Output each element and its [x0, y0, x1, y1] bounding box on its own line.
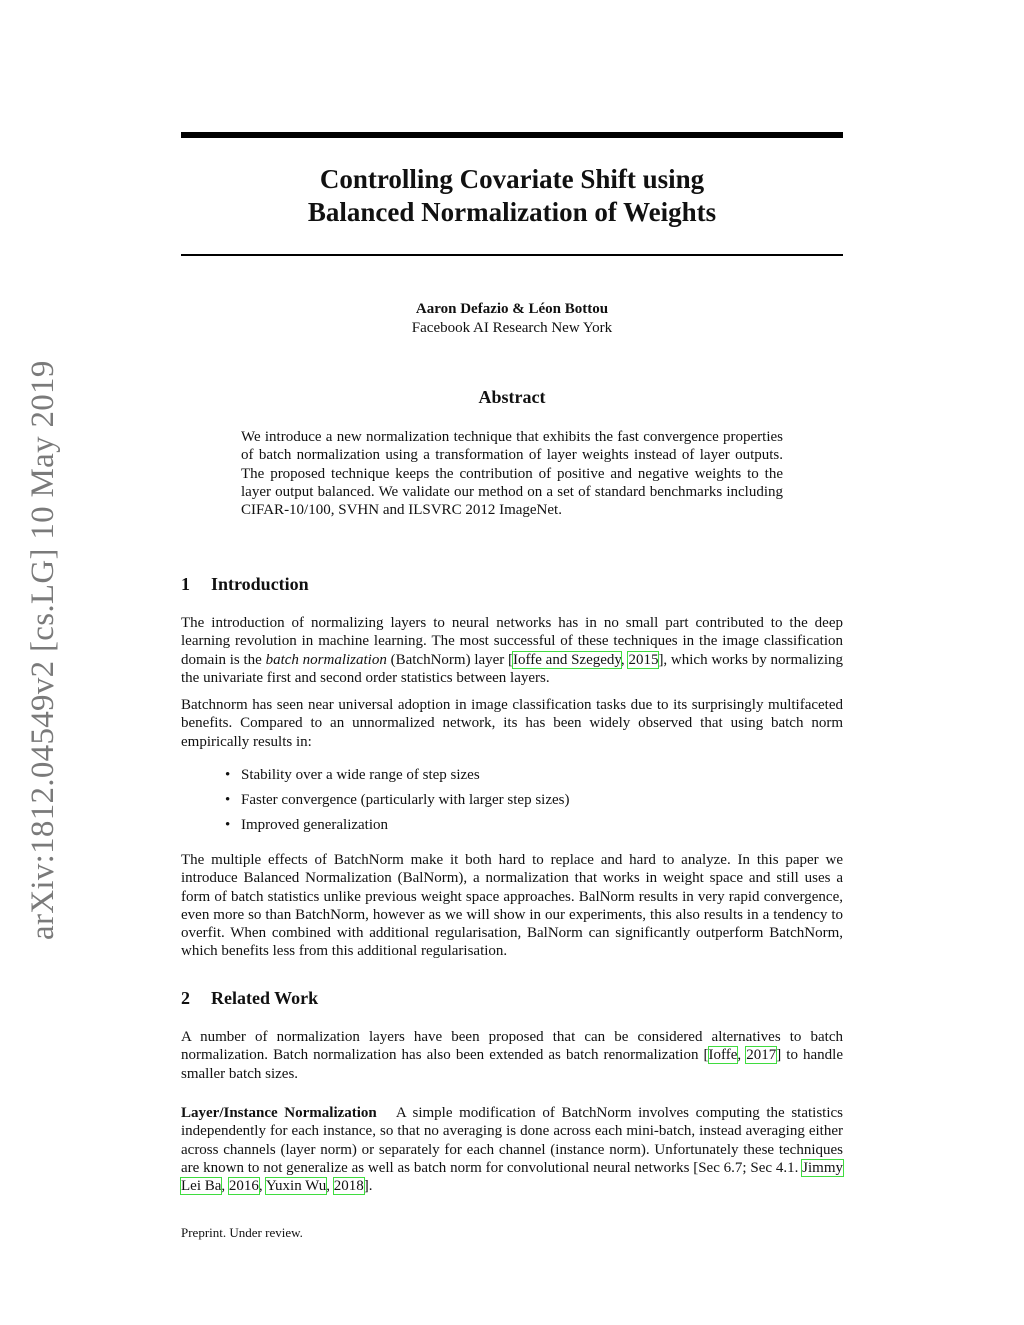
text-run: ,: [326, 1178, 334, 1195]
section-title: Introduction: [211, 574, 309, 594]
citation-link[interactable]: Jimmy Lei Ba: [181, 1159, 843, 1195]
emphasis: batch normalization: [265, 651, 387, 668]
list-item-text: Stability over a wide range of step sizes: [241, 767, 480, 783]
text-run: ,: [737, 1047, 747, 1064]
citation-link[interactable]: Ioffe: [708, 1047, 738, 1064]
text-run: ].: [363, 1178, 373, 1195]
citation-link[interactable]: 2018: [333, 1178, 364, 1195]
intro-paragraph-3: The multiple effects of BatchNorm make it both hard to replace and hard to analyze. In this paper we introduce Balanced Normalization (BalNorm), a normalization that works in weight space and still uses a form of batch statistics unlike previous weight space approaches. BalNorm results in very rapid convergence, even more so than BatchNorm, however as we will show in our experiments, this also results in a tendency to overfit. When combined with additional regularisation, BalNorm can significantly outperform BatchNorm, which benefits less from this additional regularisation.: [181, 852, 843, 960]
section-number: 1: [181, 574, 190, 594]
section-number: 2: [181, 988, 190, 1008]
paper-title: [181, 163, 843, 229]
text-run: ] to handle smaller batch sizes.: [181, 1047, 843, 1082]
citation-link[interactable]: 2015: [628, 651, 659, 668]
abstract-heading: Abstract: [478, 387, 546, 407]
intro-paragraph-2: Batchnorm has seen near universal adoption in image classification tasks due to its surprisingly multifaceted benefits. Compared to an unnormalized network, its has been widely observed that using batch norm empirically results in:: [181, 697, 843, 750]
list-item: [181, 816, 843, 841]
text-run: (BatchNorm) layer [: [386, 651, 514, 668]
citation-link[interactable]: 2016: [228, 1178, 259, 1195]
text-run: A number of normalization layers have been proposed that can be considered alternatives to batch normalization. Batch normalization has also been extended as batch renormalization [: [181, 1029, 843, 1064]
bullet-icon: •: [225, 817, 231, 833]
list-item: [181, 766, 843, 791]
title-line-1: Controlling Covariate Shift using: [319, 164, 705, 194]
text-run: The introduction of normalizing layers to neural networks has in no small part contributed to the deep learning revolution in machine learning. The most successful of these techniques in the image classification domain is the: [181, 615, 843, 668]
benefit-list: [181, 766, 843, 841]
abstract-text: We introduce a new normalization technique that exhibits the fast convergence properties of batch normalization using a transformation of layer weights instead of layer outputs. The proposed technique keeps the contribution of positive and negative weights to the layer output balanced. We validate our method on a set of standard benchmarks including CIFAR-10/100, SVHN and ILSVRC 2012 ImageNet.: [241, 429, 783, 519]
section-title: Related Work: [211, 988, 319, 1008]
bullet-icon: •: [225, 767, 231, 783]
list-item-text: Improved generalization: [241, 817, 389, 833]
authors: Aaron Defazio & Léon Bottou: [415, 301, 609, 317]
title-line-2: Balanced Normalization of Weights: [307, 197, 717, 227]
related-paragraph-1: [181, 1028, 843, 1083]
citation-link[interactable]: Ioffe and Szegedy: [513, 651, 621, 668]
text-run: ], which works by normalizing the univariate first and second order statistics between layers.: [181, 651, 843, 686]
list-item-text: Faster convergence (particularly with larger step sizes): [241, 792, 570, 808]
intro-paragraph-1: [181, 614, 843, 687]
paragraph-run-head: Layer/Instance Normalization: [181, 1105, 377, 1121]
related-paragraph-2: [181, 1104, 847, 1195]
citation-link[interactable]: Yuxin Wu: [265, 1178, 327, 1195]
section-heading-introduction: [181, 573, 843, 595]
text-run: A simple modification of BatchNorm involves computing the statistics independently for each instance, so that no averaging is done across each mini-batch, instead averaging either across channels (layer norm) or separately for each channel (instance norm). Unfortunately these techniques are known to not generalize as well as batch norm for convolutional neural networks [Sec 6.7; Sec 4.1.: [181, 1105, 847, 1176]
citation-link[interactable]: 2017: [746, 1047, 777, 1064]
list-item: [181, 791, 843, 816]
text-run: ,: [221, 1178, 229, 1195]
footer-note: Preprint. Under review.: [181, 1225, 303, 1240]
arxiv-stamp: arXiv:1812.04549v2 [cs.LG] 10 May 2019: [25, 360, 61, 940]
title-rule-bottom: [181, 254, 843, 256]
title-rule-top: [181, 132, 843, 138]
affiliation: Facebook AI Research New York: [411, 320, 613, 336]
bullet-icon: •: [225, 792, 231, 808]
text-run: ,: [258, 1178, 266, 1195]
section-heading-related-work: [181, 987, 843, 1009]
text-run: ,: [620, 651, 629, 668]
